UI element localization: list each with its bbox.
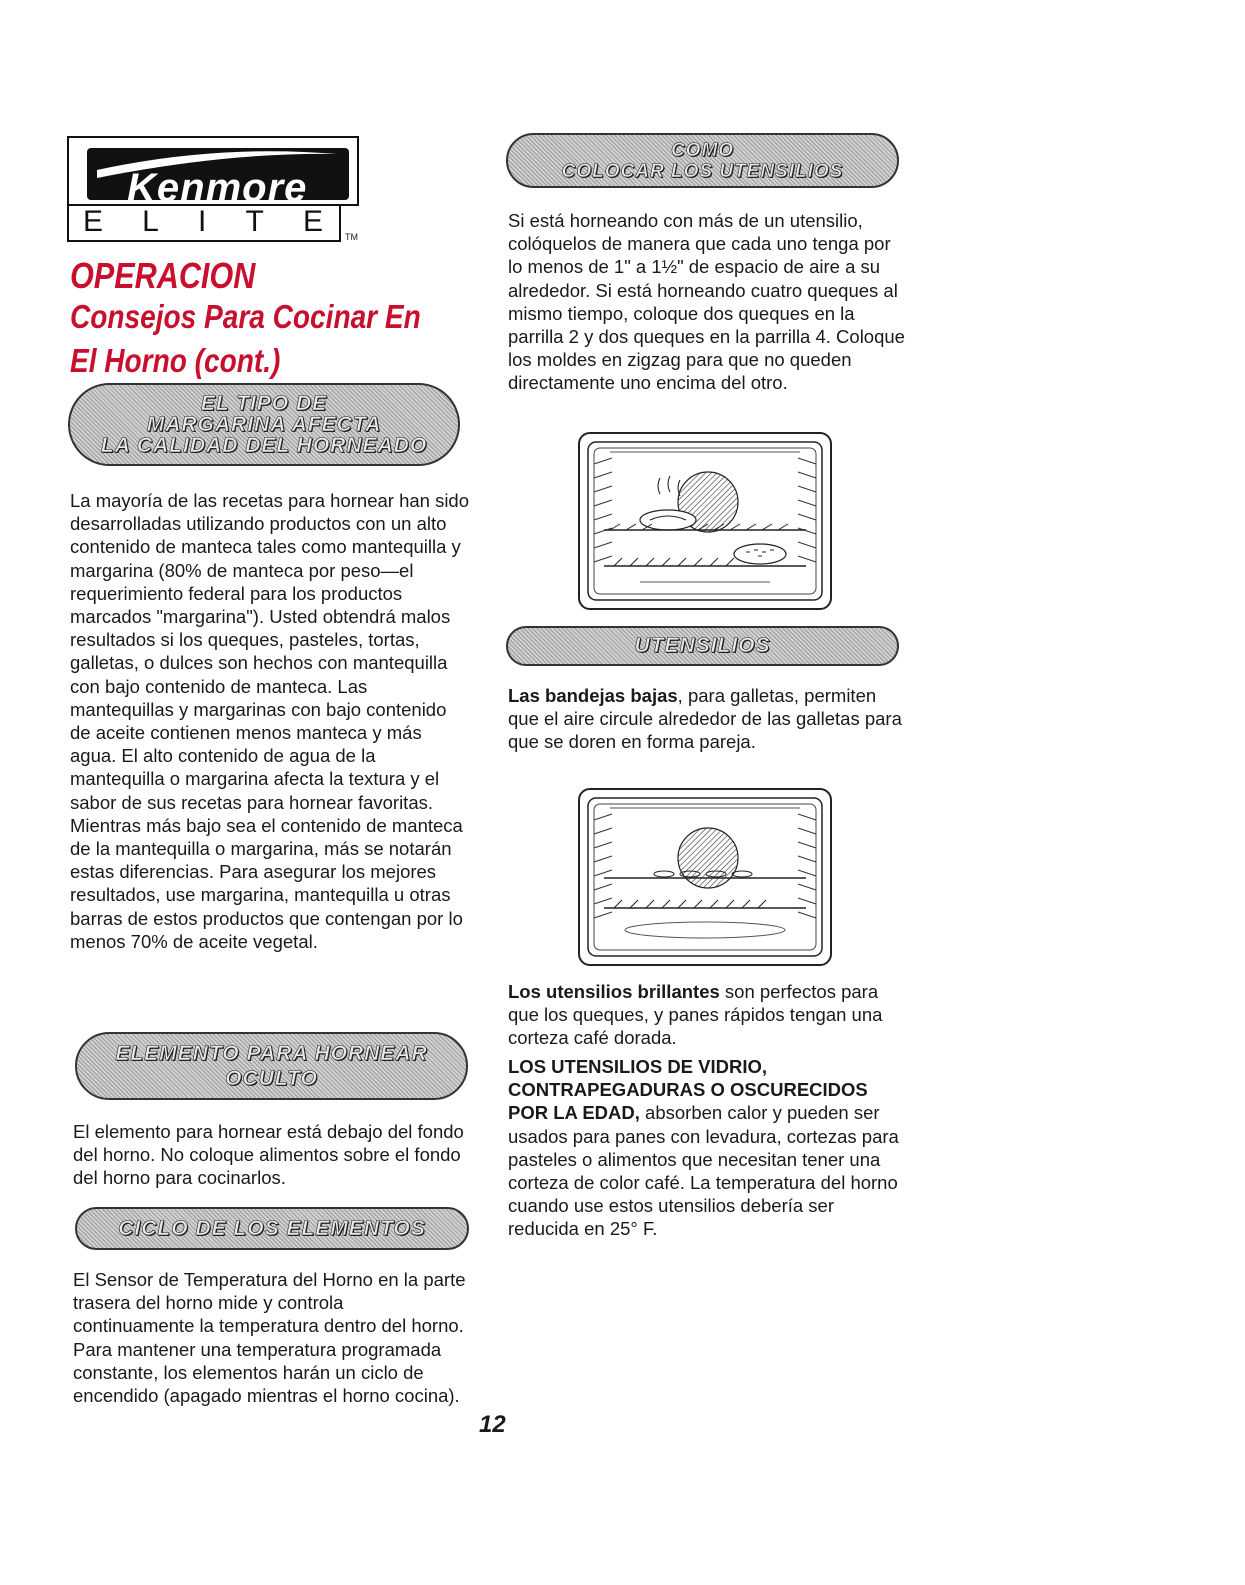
logo-letter: T bbox=[245, 205, 266, 238]
vidrio-paragraph bbox=[508, 1055, 908, 1241]
kenmore-elite-logo bbox=[67, 136, 357, 244]
logo-letter: L bbox=[142, 205, 161, 238]
oven-with-cookie-sheet-illustration bbox=[578, 788, 832, 966]
section-heading: EL TIPO DE MARGARINA AFECTA LA CALIDAD DEL HORNEADO bbox=[100, 392, 428, 457]
brillantes-bold: Los utensilios brillantes bbox=[508, 981, 720, 1002]
logo-elite bbox=[67, 204, 341, 242]
vidrio-bold: LOS UTENSILIOS DE VIDRIO, CONTRAPEGADURAS O OSCURECIDOS POR LA EDAD, bbox=[508, 1056, 868, 1124]
page-subtitle: Consejos Para Cocinar En El Horno (cont.) bbox=[70, 298, 421, 379]
section-banner-utensilios bbox=[506, 626, 899, 666]
bandejas-paragraph bbox=[508, 684, 903, 754]
vidrio-text: absorben calor y pueden ser usados para panes con levadura, cortezas para pasteles o alimentos que necesitan tener una corteza de color café. La temperatura del horno cuando use estos utensilios debería ser reducida en 25° F. bbox=[508, 1102, 899, 1240]
logo-brand: Kenmore bbox=[127, 166, 308, 210]
logo-letter: E bbox=[83, 205, 106, 238]
brillantes-text: son perfectos para que los queques, y panes rápidos tengan una corteza café dorada. bbox=[508, 981, 883, 1049]
section-heading: CICLO DE LOS ELEMENTOS bbox=[118, 1217, 426, 1240]
section-heading: ELEMENTO PARA HORNEAR OCULTO bbox=[115, 1042, 428, 1090]
brillantes-paragraph bbox=[508, 980, 903, 1050]
bandejas-bold: Las bandejas bajas bbox=[508, 685, 678, 706]
logo-top-box bbox=[67, 136, 359, 210]
elemento-paragraph: El elemento para hornear está debajo del fondo del horno. No coloque alimentos sobre el fondo del horno para cocinarlos. bbox=[73, 1121, 464, 1189]
oven-with-cakes-illustration bbox=[578, 432, 832, 610]
section-banner-ciclo bbox=[75, 1207, 469, 1250]
ciclo-paragraph: El Sensor de Temperatura del Horno en la parte trasera del horno mide y controla continuamente la temperatura dentro del horno. Para mantener una temperatura programada constante, los elementos harán un ciclo de encendido (apagado mientras el horno cocina). bbox=[73, 1269, 466, 1407]
logo-black-panel bbox=[87, 148, 349, 210]
section-heading: COMO COLOCAR LOS UTENSILIOS bbox=[561, 139, 844, 182]
margarina-paragraph: La mayoría de las recetas para hornear han sido desarrolladas utilizando productos con un alto contenido de manteca tales como mantequilla y margarina (80% de manteca por peso—el requerimiento federal para los productos marcados "margarina"). Usted obtendrá malos resultados si los queques, pasteles, tortas, galletas, o dulces son hechos con mantequilla con bajo contenido de manteca. Las mantequillas y margarinas con bajo contenido de aceite contienen menos manteca y más agua. El alto contenido de agua de la mantequilla o margarina afecta la textura y el sabor de sus recetas para hornear favoritas. Mientras más bajo sea el contenido de manteca de la mantequilla o margarina, más se notarán estas diferencias. Para asegurar los mejores resultados, use margarina, mantequilla u otras barras de estos productos que contengan por lo menos 70% de aceite vegetal. bbox=[70, 490, 470, 952]
bandejas-text: , para galletas, permiten que el aire circule alrededor de las galletas para que se doren en forma pareja. bbox=[508, 685, 902, 753]
page-number: 12 bbox=[479, 1411, 506, 1438]
logo-trademark: TM bbox=[345, 232, 358, 242]
logo-letter: E bbox=[302, 205, 325, 238]
section-banner-elemento bbox=[75, 1032, 468, 1100]
section-heading: UTENSILIOS bbox=[634, 634, 771, 657]
logo-letter: I bbox=[197, 205, 209, 238]
section-banner-colocar bbox=[506, 133, 899, 188]
page-title: OPERACION bbox=[70, 255, 256, 296]
section-banner-margarina bbox=[68, 383, 460, 466]
colocar-paragraph: Si está horneando con más de un utensilio, colóquelos de manera que cada uno tenga por lo menos de 1" a 1½" de espacio de aire a su alrededor. Si está horneando cuatro queques al mismo tiempo, coloque dos queques en la parrilla 2 y dos queques en la parrilla 4. Coloque los moldes en zigzag para que no queden directamente uno encima del otro. bbox=[508, 210, 905, 394]
